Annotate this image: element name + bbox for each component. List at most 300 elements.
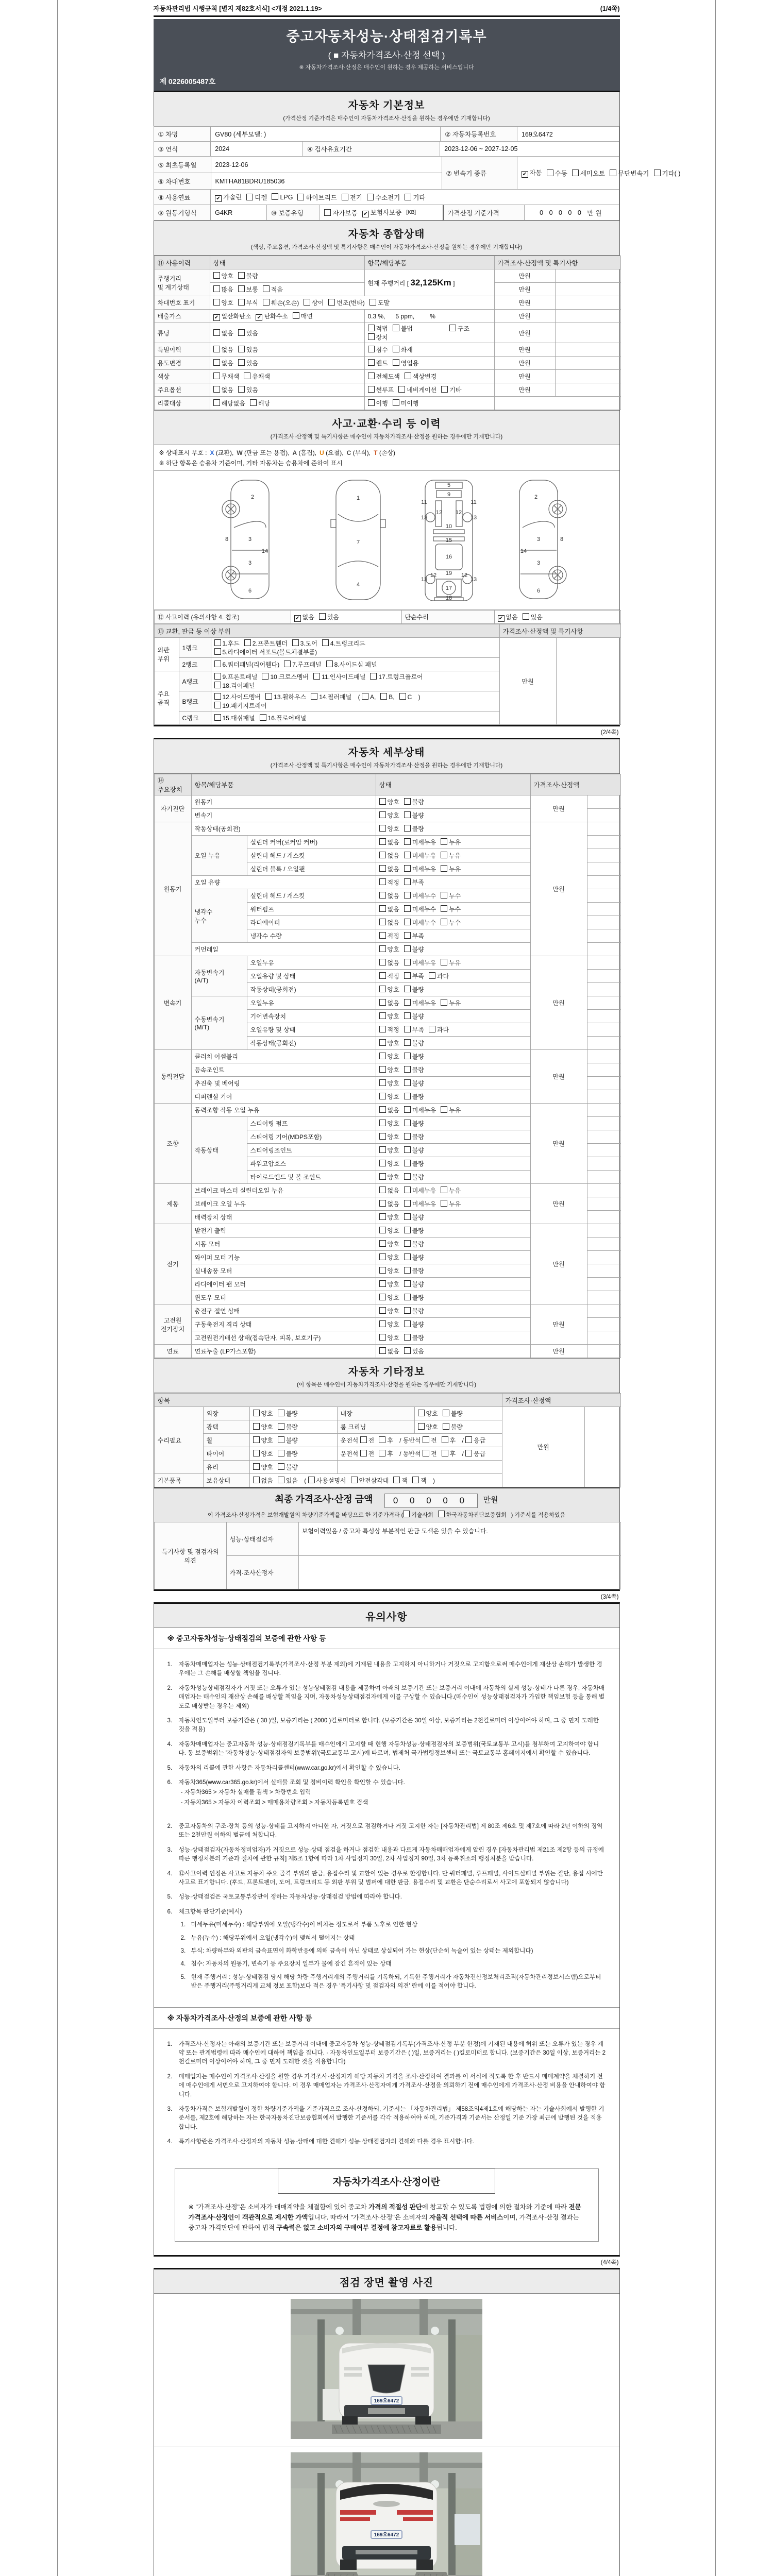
empty-box-icon[interactable] — [379, 1133, 386, 1140]
checkbox-해당[interactable] — [250, 399, 270, 408]
empty-box-icon[interactable] — [404, 1294, 411, 1300]
empty-box-icon[interactable] — [214, 648, 221, 655]
empty-box-icon[interactable] — [379, 986, 386, 992]
empty-box-icon[interactable] — [443, 1423, 449, 1430]
empty-box-icon[interactable] — [404, 1066, 411, 1073]
checkbox-양호[interactable] — [379, 1253, 399, 1262]
checkbox-장치[interactable] — [368, 333, 388, 342]
checkbox-상이[interactable] — [304, 298, 324, 307]
checkbox-양호[interactable] — [379, 798, 399, 806]
table-cell[interactable] — [210, 357, 364, 370]
empty-box-icon[interactable] — [214, 702, 221, 708]
checkbox-후[interactable] — [442, 1449, 456, 1458]
empty-box-icon[interactable] — [404, 1173, 411, 1180]
empty-box-icon[interactable] — [379, 932, 386, 939]
checkbox-11.인사이드패널[interactable] — [313, 672, 365, 681]
table-cell[interactable] — [211, 711, 499, 725]
empty-box-icon[interactable] — [423, 1450, 429, 1456]
empty-box-icon[interactable] — [262, 673, 268, 680]
empty-box-icon[interactable] — [370, 673, 377, 680]
empty-box-icon[interactable] — [404, 1240, 411, 1247]
item-state[interactable] — [376, 1104, 530, 1117]
fuel-options[interactable] — [210, 189, 619, 205]
checkbox-적정[interactable] — [379, 972, 399, 980]
empty-box-icon[interactable] — [284, 660, 291, 667]
checkbox-양호[interactable] — [418, 1409, 438, 1418]
empty-box-icon[interactable] — [404, 919, 411, 925]
item-state[interactable] — [376, 822, 530, 836]
table-cell[interactable] — [249, 1420, 337, 1434]
checkbox-불량[interactable] — [404, 1266, 424, 1275]
checkbox-있음[interactable] — [238, 345, 258, 354]
checkbox-LPG[interactable] — [272, 193, 293, 201]
checkbox-불량[interactable] — [404, 1240, 424, 1248]
checkbox-불량[interactable] — [404, 1012, 424, 1021]
empty-box-icon[interactable] — [404, 1120, 411, 1126]
table-cell[interactable] — [337, 1434, 502, 1447]
item-state[interactable] — [376, 1037, 530, 1050]
empty-box-icon[interactable] — [322, 639, 329, 646]
empty-box-icon[interactable] — [404, 811, 411, 818]
empty-box-icon[interactable] — [572, 170, 579, 176]
checkbox-불량[interactable] — [404, 798, 424, 806]
checkbox-불량[interactable] — [404, 1079, 424, 1088]
table-cell[interactable] — [249, 1434, 337, 1447]
empty-box-icon[interactable] — [360, 1436, 367, 1443]
empty-box-icon[interactable] — [278, 1450, 284, 1456]
checkbox-양호[interactable] — [253, 1463, 273, 1471]
empty-box-icon[interactable] — [379, 1066, 386, 1073]
checkbox-있음[interactable] — [319, 613, 339, 621]
checkbox-보통[interactable] — [238, 285, 258, 294]
empty-box-icon[interactable] — [404, 1227, 411, 1233]
checkbox-불량[interactable] — [278, 1409, 298, 1418]
empty-box-icon[interactable] — [441, 1106, 447, 1113]
table-cell[interactable] — [364, 357, 494, 370]
checkbox-전체도색[interactable] — [368, 372, 400, 381]
empty-box-icon[interactable] — [214, 682, 221, 688]
empty-box-icon[interactable] — [379, 1093, 386, 1099]
checkbox-양호[interactable] — [213, 298, 233, 307]
checkbox-없음[interactable] — [379, 1186, 399, 1195]
item-state[interactable] — [376, 903, 530, 916]
checkbox-적정[interactable] — [379, 1025, 399, 1034]
empty-box-icon[interactable] — [213, 372, 220, 379]
empty-box-icon[interactable] — [238, 329, 245, 336]
checkbox-화재[interactable] — [393, 345, 413, 354]
checkbox-미세누유[interactable] — [404, 958, 436, 967]
empty-box-icon[interactable] — [404, 1053, 411, 1059]
checkbox-없음[interactable] — [379, 1106, 399, 1114]
checkbox-양호[interactable] — [379, 1079, 399, 1088]
checkbox-불량[interactable] — [404, 1119, 424, 1128]
empty-box-icon[interactable] — [393, 325, 399, 331]
empty-box-icon[interactable] — [293, 312, 299, 319]
checkbox-누유[interactable] — [441, 998, 461, 1007]
checkbox-많음[interactable] — [213, 285, 233, 294]
empty-box-icon[interactable] — [214, 673, 221, 680]
checkbox-전[interactable] — [423, 1436, 437, 1445]
checkbox-불량[interactable] — [238, 272, 258, 280]
empty-box-icon[interactable] — [278, 1410, 284, 1416]
empty-box-icon[interactable] — [393, 346, 399, 352]
checkbox-자가보증[interactable] — [324, 208, 357, 217]
empty-box-icon[interactable] — [379, 1120, 386, 1126]
checkbox-불량[interactable] — [404, 1132, 424, 1141]
table-cell[interactable] — [364, 323, 494, 343]
item-state[interactable] — [376, 1117, 530, 1130]
checkbox-양호[interactable] — [379, 1240, 399, 1248]
checkbox-부족[interactable] — [404, 972, 424, 980]
empty-box-icon[interactable] — [523, 613, 529, 620]
checkbox-불량[interactable] — [404, 1146, 424, 1155]
empty-box-icon[interactable] — [404, 959, 411, 965]
empty-box-icon[interactable] — [404, 932, 411, 939]
empty-box-icon[interactable] — [360, 1450, 367, 1456]
empty-box-icon[interactable] — [441, 905, 447, 912]
empty-box-icon[interactable] — [443, 1410, 449, 1416]
empty-box-icon[interactable] — [253, 1450, 260, 1456]
checkbox-양호[interactable] — [379, 1213, 399, 1222]
checkbox-없음[interactable] — [213, 329, 233, 337]
item-state[interactable] — [376, 809, 530, 822]
empty-box-icon[interactable] — [441, 892, 447, 899]
empty-box-icon[interactable] — [404, 945, 411, 952]
empty-box-icon[interactable] — [272, 193, 278, 200]
empty-box-icon[interactable] — [404, 825, 411, 832]
empty-box-icon[interactable] — [367, 194, 374, 200]
empty-box-icon[interactable] — [404, 1187, 411, 1193]
checkbox-구조[interactable] — [449, 324, 469, 333]
item-state[interactable] — [376, 1197, 530, 1211]
checkbox-하이브리드[interactable] — [297, 193, 337, 202]
empty-box-icon[interactable] — [253, 1436, 260, 1443]
item-state[interactable] — [376, 956, 530, 970]
empty-box-icon[interactable] — [379, 1200, 386, 1207]
empty-box-icon[interactable] — [379, 1012, 386, 1019]
checkbox-디젤[interactable] — [246, 193, 267, 202]
table-cell[interactable] — [211, 658, 499, 671]
empty-box-icon[interactable] — [404, 1213, 411, 1220]
empty-box-icon[interactable] — [429, 1026, 435, 1032]
item-state[interactable] — [376, 970, 530, 983]
checkbox-세미오토[interactable] — [572, 168, 605, 178]
checkbox-적법[interactable] — [368, 324, 388, 333]
empty-box-icon[interactable] — [379, 959, 386, 965]
empty-box-icon[interactable] — [379, 825, 386, 832]
checkbox-불량[interactable] — [404, 1052, 424, 1061]
checkbox-누수[interactable] — [441, 918, 461, 927]
empty-box-icon[interactable] — [404, 892, 411, 899]
checkbox-14.필러패널[interactable] — [311, 692, 351, 701]
empty-box-icon[interactable] — [379, 1240, 386, 1247]
empty-box-icon[interactable] — [418, 1410, 425, 1416]
checkbox-양호[interactable] — [253, 1409, 273, 1418]
table-cell[interactable] — [210, 370, 364, 383]
empty-box-icon[interactable] — [379, 1160, 386, 1166]
empty-box-icon[interactable] — [326, 660, 333, 667]
empty-box-icon[interactable] — [369, 299, 376, 306]
empty-box-icon[interactable] — [379, 1267, 386, 1274]
empty-box-icon[interactable] — [213, 386, 220, 393]
checkbox-있음[interactable] — [238, 329, 258, 337]
empty-box-icon[interactable] — [214, 714, 221, 721]
checkbox-양호[interactable] — [379, 1039, 399, 1047]
empty-box-icon[interactable] — [238, 272, 245, 279]
checkbox-불량[interactable] — [404, 1173, 424, 1181]
checkbox-불량[interactable] — [404, 1092, 424, 1101]
checkbox-부식[interactable] — [238, 298, 258, 307]
checkbox-양호[interactable] — [379, 1119, 399, 1128]
item-state[interactable] — [376, 983, 530, 996]
empty-box-icon[interactable] — [404, 878, 411, 885]
empty-box-icon[interactable] — [379, 1436, 385, 1443]
checkbox-불량[interactable] — [278, 1449, 298, 1458]
item-state[interactable] — [376, 876, 530, 889]
empty-box-icon[interactable] — [238, 359, 245, 366]
checkbox-없음[interactable] — [213, 359, 233, 367]
checkbox-양호[interactable] — [379, 1146, 399, 1155]
item-state[interactable] — [376, 862, 530, 876]
empty-box-icon[interactable] — [263, 299, 270, 306]
checkbox-누유[interactable] — [441, 838, 461, 846]
item-state[interactable] — [376, 916, 530, 929]
checkbox-없음[interactable] — [498, 613, 518, 622]
empty-box-icon[interactable] — [404, 1106, 411, 1113]
empty-box-icon[interactable] — [368, 325, 375, 331]
empty-box-icon[interactable] — [449, 325, 456, 331]
empty-box-icon[interactable] — [324, 209, 331, 216]
checkbox-일산화탄소[interactable] — [213, 312, 251, 321]
checkbox-훼손(오손)[interactable] — [263, 298, 299, 307]
empty-box-icon[interactable] — [379, 919, 386, 925]
empty-box-icon[interactable] — [379, 878, 386, 885]
table-cell[interactable] — [364, 343, 494, 357]
checkbox-변조(변타)[interactable] — [328, 298, 364, 307]
checkbox-이행[interactable] — [368, 399, 388, 408]
empty-box-icon[interactable] — [238, 299, 245, 306]
transmission-options[interactable] — [517, 156, 681, 190]
checkbox-없음[interactable] — [379, 1347, 399, 1355]
checkbox-렌트[interactable] — [368, 359, 388, 367]
simple-repair-options[interactable] — [494, 611, 620, 624]
checkbox-불량[interactable] — [443, 1409, 463, 1418]
checkbox-18.리어패널[interactable] — [214, 681, 255, 690]
table-cell[interactable] — [337, 1447, 502, 1461]
checkbox-후[interactable] — [442, 1436, 456, 1445]
empty-box-icon[interactable] — [379, 1253, 386, 1260]
table-cell[interactable] — [249, 1474, 502, 1487]
empty-box-icon[interactable] — [404, 1026, 411, 1032]
checkbox-안전삼각대[interactable] — [351, 1476, 389, 1485]
checkbox-누수[interactable] — [441, 891, 461, 900]
empty-box-icon[interactable] — [404, 1160, 411, 1166]
checkbox-불량[interactable] — [404, 1253, 424, 1262]
checkbox-미세누수[interactable] — [404, 918, 436, 927]
table-cell[interactable] — [364, 383, 494, 397]
checkbox-불량[interactable] — [278, 1422, 298, 1431]
checkbox-없음[interactable] — [379, 1199, 399, 1208]
checkbox-불량[interactable] — [404, 1226, 424, 1235]
empty-box-icon[interactable] — [379, 905, 386, 912]
checkbox-양호[interactable] — [379, 824, 399, 833]
empty-box-icon[interactable] — [405, 194, 411, 200]
item-state[interactable] — [376, 1278, 530, 1291]
checked-box-icon[interactable] — [256, 314, 262, 321]
checkbox-응급[interactable] — [465, 1449, 485, 1458]
final-price-standard-options[interactable] — [403, 1512, 511, 1518]
checkbox-한국자동차진단보증협회[interactable] — [438, 1511, 507, 1519]
checkbox-8.사이드실 패널[interactable] — [326, 660, 377, 669]
checkbox-가솔린[interactable] — [215, 192, 242, 202]
checkbox-있음[interactable] — [404, 1347, 424, 1355]
checkbox-잭[interactable] — [393, 1476, 408, 1485]
checkbox-잭[interactable] — [412, 1476, 427, 1485]
empty-box-icon[interactable] — [379, 1187, 386, 1193]
empty-box-icon[interactable] — [442, 1450, 448, 1456]
checkbox-불량[interactable] — [404, 1307, 424, 1315]
empty-box-icon[interactable] — [441, 386, 448, 393]
empty-box-icon[interactable] — [253, 1410, 260, 1416]
item-state[interactable] — [376, 1171, 530, 1184]
empty-box-icon[interactable] — [297, 194, 304, 200]
checkbox-없음[interactable] — [294, 613, 314, 622]
checkbox-있음[interactable] — [278, 1476, 298, 1485]
empty-box-icon[interactable] — [404, 1267, 411, 1274]
empty-box-icon[interactable] — [213, 359, 220, 366]
empty-box-icon[interactable] — [654, 170, 661, 176]
item-state[interactable] — [376, 1010, 530, 1023]
checkbox-불량[interactable] — [404, 1159, 424, 1168]
empty-box-icon[interactable] — [328, 299, 335, 306]
checkbox-적음[interactable] — [263, 285, 283, 294]
item-state[interactable] — [376, 889, 530, 903]
checkbox-탄화수소[interactable] — [256, 312, 288, 321]
checkbox-3.도어[interactable] — [292, 639, 317, 648]
checkbox-양호[interactable] — [379, 1226, 399, 1235]
empty-box-icon[interactable] — [379, 1173, 386, 1180]
checkbox-기타[interactable] — [405, 193, 425, 202]
empty-box-icon[interactable] — [404, 1253, 411, 1260]
empty-box-icon[interactable] — [404, 1146, 411, 1153]
empty-box-icon[interactable] — [442, 1436, 448, 1443]
checkbox-없음[interactable] — [379, 851, 399, 860]
checkbox-양호[interactable] — [418, 1422, 438, 1431]
checkbox-양호[interactable] — [379, 1266, 399, 1275]
empty-box-icon[interactable] — [441, 999, 447, 1006]
checkbox-양호[interactable] — [213, 272, 233, 280]
checkbox-6.쿼터패널(리어휀다)[interactable] — [214, 660, 280, 669]
checkbox-수소전기[interactable] — [367, 193, 400, 202]
checkbox-매연[interactable] — [293, 312, 313, 320]
checkbox-미세누유[interactable] — [404, 851, 436, 860]
checkbox-불량[interactable] — [404, 1333, 424, 1342]
empty-box-icon[interactable] — [404, 999, 411, 1006]
checkbox-침수[interactable] — [368, 345, 388, 354]
empty-box-icon[interactable] — [250, 399, 257, 406]
empty-box-icon[interactable] — [319, 613, 326, 620]
empty-box-icon[interactable] — [313, 673, 320, 680]
checkbox-없음[interactable] — [379, 998, 399, 1007]
item-state[interactable] — [376, 1023, 530, 1037]
empty-box-icon[interactable] — [368, 346, 375, 352]
empty-box-icon[interactable] — [278, 1477, 284, 1483]
checkbox-불량[interactable] — [404, 811, 424, 820]
checkbox-기타[interactable] — [441, 385, 461, 394]
checkbox-C[interactable] — [399, 693, 412, 701]
empty-box-icon[interactable] — [379, 865, 386, 872]
checkbox-누유[interactable] — [441, 851, 461, 860]
empty-box-icon[interactable] — [379, 1079, 386, 1086]
checkbox-후[interactable] — [379, 1449, 393, 1458]
item-state[interactable] — [376, 943, 530, 956]
empty-box-icon[interactable] — [404, 1093, 411, 1099]
checkbox-기술사회[interactable] — [403, 1511, 433, 1519]
empty-box-icon[interactable] — [418, 1423, 425, 1430]
empty-box-icon[interactable] — [238, 346, 245, 352]
checkbox-B,[interactable] — [380, 693, 394, 701]
item-state[interactable] — [376, 836, 530, 849]
empty-box-icon[interactable] — [253, 1477, 260, 1483]
checkbox-후[interactable] — [379, 1436, 393, 1445]
checkbox-없음[interactable] — [379, 865, 399, 873]
checkbox-불량[interactable] — [443, 1422, 463, 1431]
checkbox-보험사보증[interactable] — [362, 208, 401, 217]
checked-box-icon[interactable] — [215, 195, 222, 202]
checkbox-누유[interactable] — [441, 958, 461, 967]
empty-box-icon[interactable] — [398, 386, 405, 393]
empty-box-icon[interactable] — [404, 1347, 411, 1354]
empty-box-icon[interactable] — [278, 1423, 284, 1430]
checkbox-미세누유[interactable] — [404, 865, 436, 873]
checkbox-불량[interactable] — [404, 1065, 424, 1074]
checkbox-불량[interactable] — [404, 945, 424, 954]
checkbox-양호[interactable] — [253, 1436, 273, 1445]
checkbox-있음[interactable] — [523, 613, 543, 621]
empty-box-icon[interactable] — [429, 972, 435, 979]
checkbox-응급[interactable] — [465, 1436, 485, 1445]
checkbox-양호[interactable] — [379, 1159, 399, 1168]
empty-box-icon[interactable] — [213, 399, 220, 406]
checkbox-누유[interactable] — [441, 865, 461, 873]
empty-box-icon[interactable] — [278, 1463, 284, 1470]
empty-box-icon[interactable] — [379, 1106, 386, 1113]
empty-box-icon[interactable] — [368, 359, 375, 366]
empty-box-icon[interactable] — [214, 639, 221, 646]
checkbox-미세누유[interactable] — [404, 1186, 436, 1195]
table-cell[interactable] — [211, 691, 499, 711]
empty-box-icon[interactable] — [379, 892, 386, 899]
checked-box-icon[interactable] — [362, 211, 369, 217]
empty-box-icon[interactable] — [441, 1200, 447, 1207]
checkbox-없음[interactable] — [253, 1476, 273, 1485]
empty-box-icon[interactable] — [213, 299, 220, 306]
empty-box-icon[interactable] — [265, 693, 272, 700]
empty-box-icon[interactable] — [404, 1280, 411, 1287]
empty-box-icon[interactable] — [404, 1133, 411, 1140]
table-cell[interactable] — [210, 269, 364, 283]
table-cell[interactable] — [210, 323, 364, 343]
empty-box-icon[interactable] — [379, 1320, 386, 1327]
empty-box-icon[interactable] — [379, 1026, 386, 1032]
checkbox-불량[interactable] — [278, 1463, 298, 1471]
table-cell[interactable] — [210, 310, 364, 323]
checkbox-양호[interactable] — [379, 985, 399, 994]
checkbox-없음[interactable] — [379, 918, 399, 927]
checkbox-없음[interactable] — [379, 891, 399, 900]
item-state[interactable] — [376, 1224, 530, 1238]
checkbox-15.대쉬패널[interactable] — [214, 714, 255, 722]
